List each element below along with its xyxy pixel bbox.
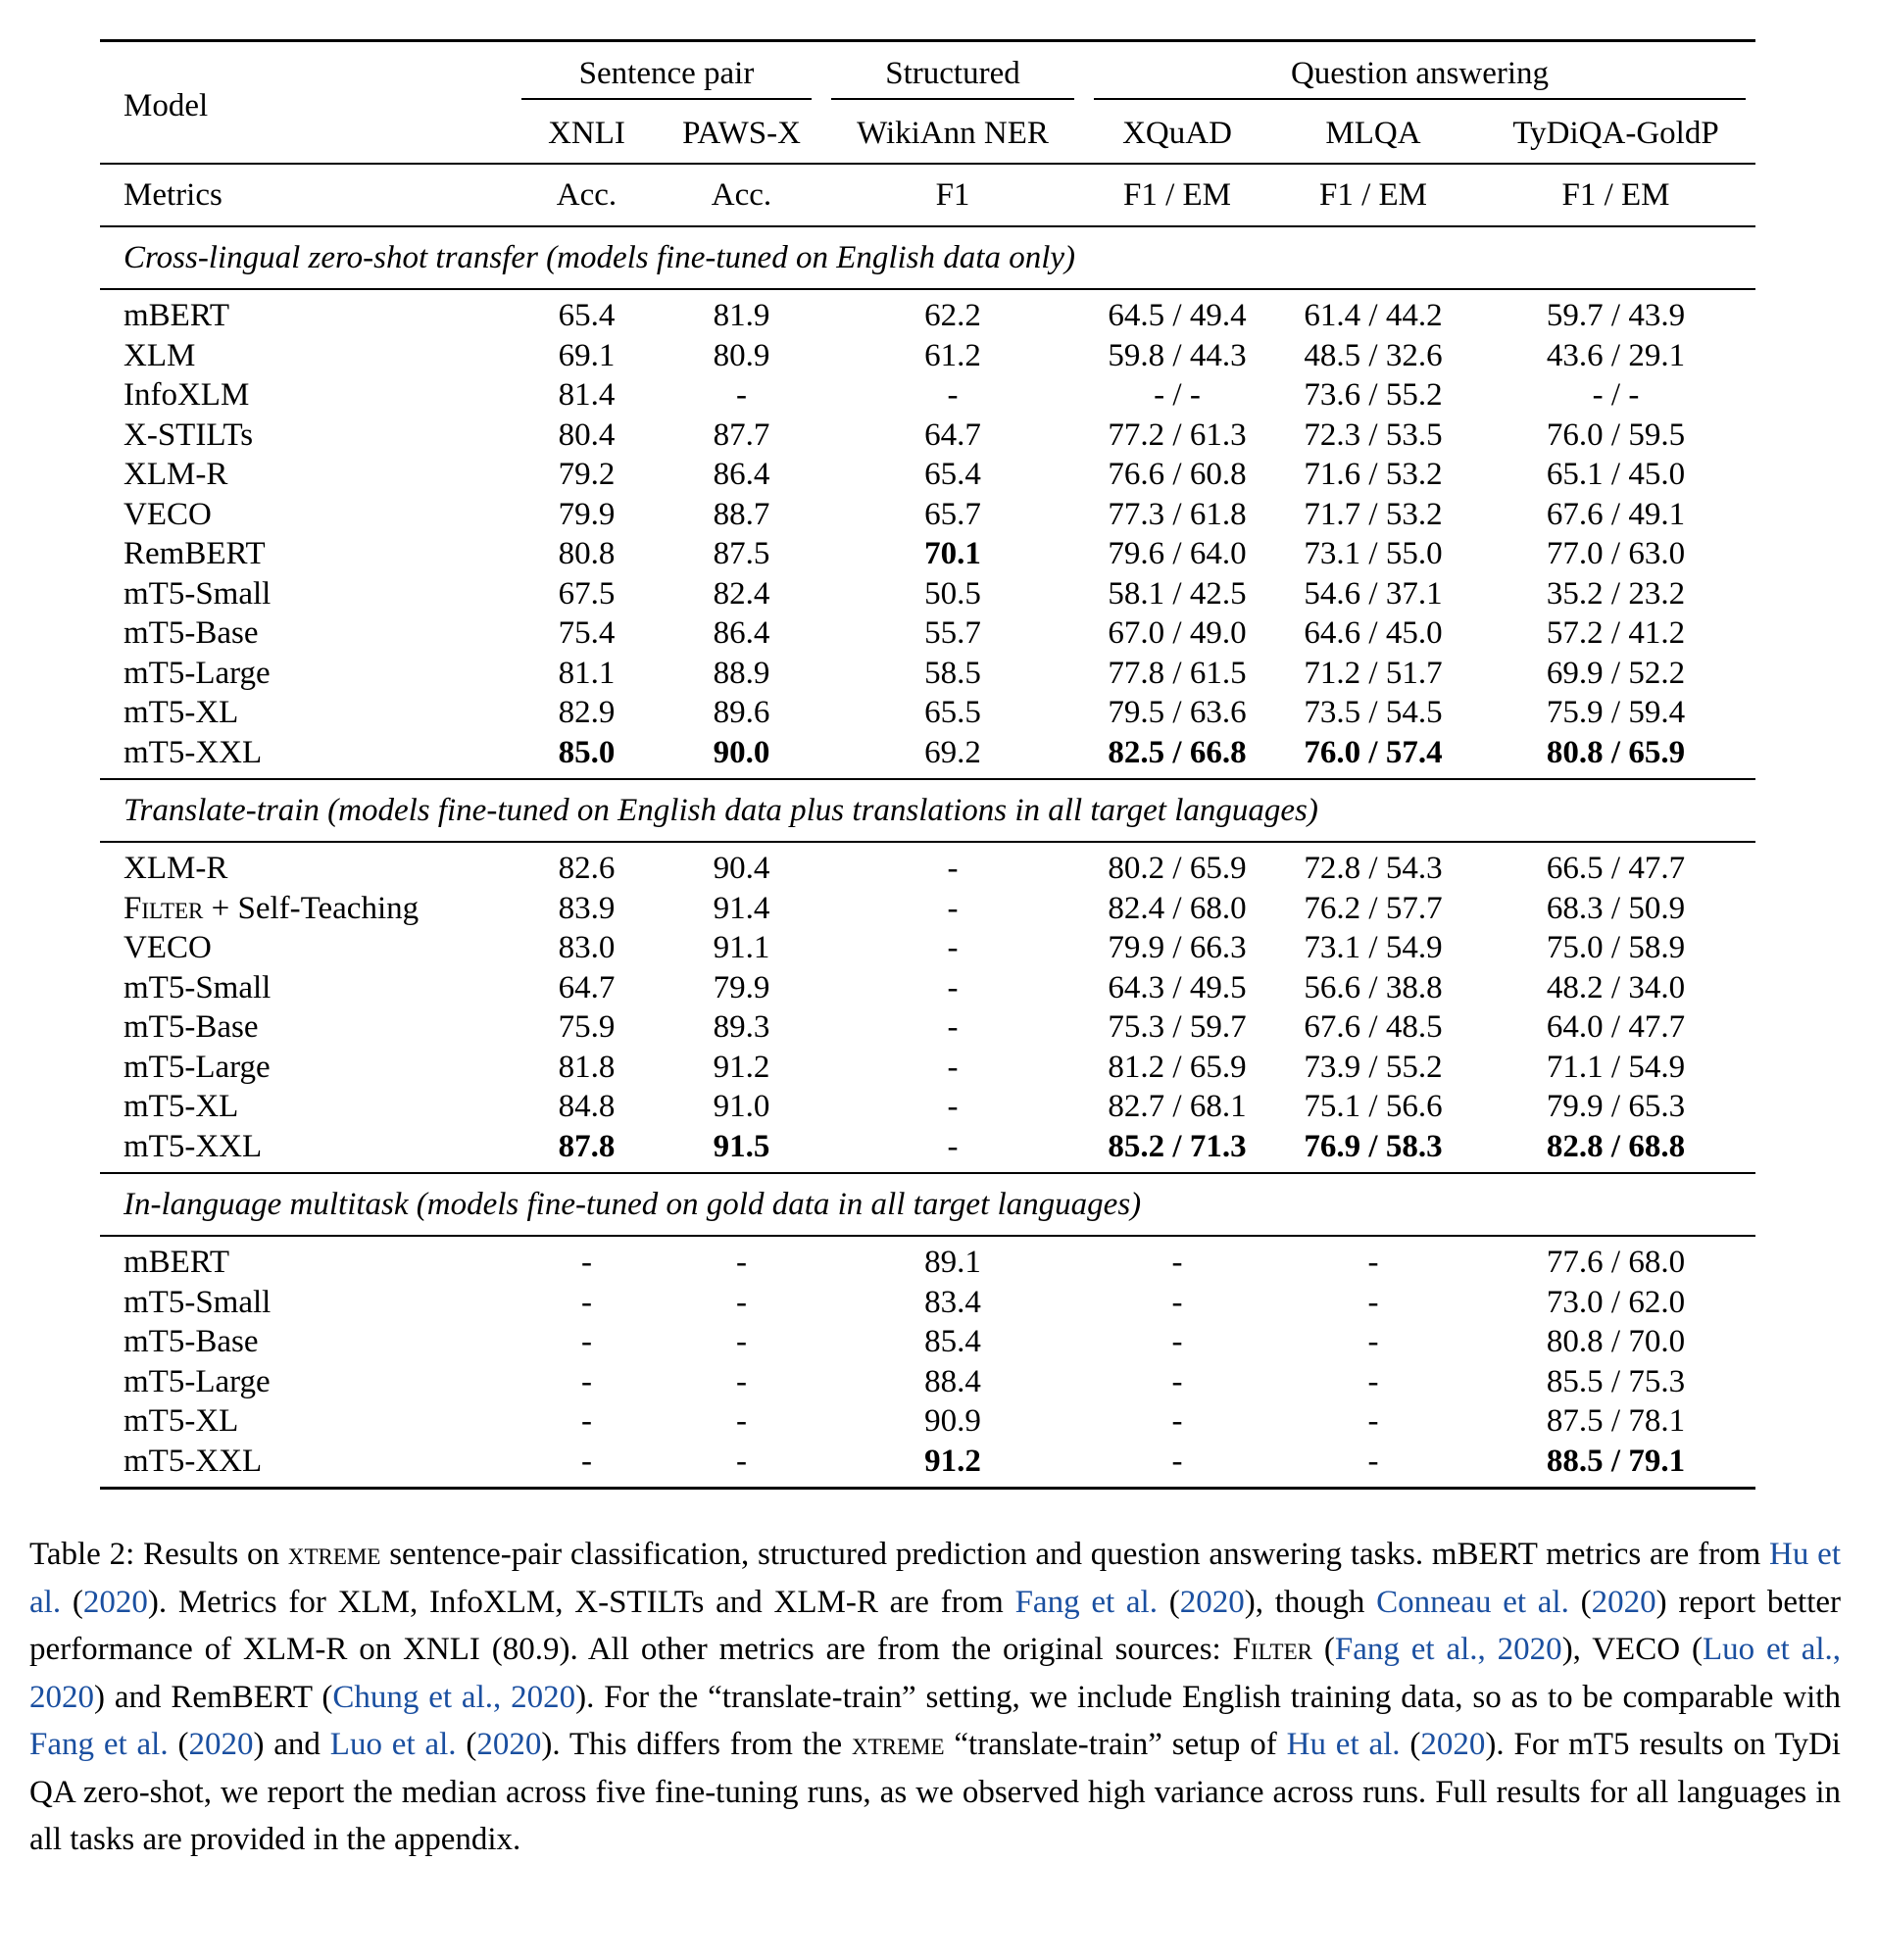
cell-mlqa: - <box>1367 1245 1379 1280</box>
cell-xquad: 77.2 / 61.3 <box>1108 416 1247 453</box>
cell-tydiqa-goldp: 88.5 / 79.1 <box>1546 1443 1686 1479</box>
caption-text: ( <box>1311 1632 1335 1667</box>
cell-wikiann-ner: 65.4 <box>924 457 981 492</box>
task-header-wikiann-ner: WikiAnn NER <box>857 116 1049 151</box>
group-label-question-answering: Question answering <box>1094 52 1746 100</box>
caption-text: ). For the “translate-train” setting, we include English training data, so as to be comparable with <box>575 1679 1841 1715</box>
cell-xquad: - <box>1171 1443 1183 1479</box>
model-name-cell: InfoXLM <box>123 377 250 413</box>
cell-tydiqa-goldp: 68.3 / 50.9 <box>1546 890 1686 926</box>
cell-xquad: - <box>1171 1403 1183 1439</box>
group-header-question-answering <box>1084 41 1755 105</box>
cell-paws-x: 90.0 <box>713 734 770 770</box>
task-header-xquad: XQuAD <box>1122 116 1232 151</box>
cell-wikiann-ner: 55.7 <box>924 615 981 651</box>
cell-xnli: 82.6 <box>558 851 616 886</box>
table-row <box>100 455 1755 495</box>
cell-xnli: 83.0 <box>558 930 616 965</box>
caption-text: sentence-pair classification, structured prediction and question answering tasks. mBERT metrics are from <box>380 1537 1770 1572</box>
cell-paws-x: 90.4 <box>713 851 770 886</box>
cell-wikiann-ner: 62.2 <box>924 298 981 333</box>
cell-wikiann-ner: - <box>947 1089 959 1124</box>
cell-xquad: 82.4 / 68.0 <box>1108 890 1247 926</box>
cell-paws-x: 91.2 <box>713 1049 770 1085</box>
cell-xnli: 79.2 <box>558 457 616 492</box>
cell-xquad: - <box>1171 1245 1183 1280</box>
cell-wikiann-ner: - <box>947 1009 959 1045</box>
cell-mlqa: 73.6 / 55.2 <box>1304 377 1443 413</box>
model-name-cell: mT5-Large <box>123 1049 271 1085</box>
cell-wikiann-ner: - <box>947 890 959 926</box>
metric-xnli: Acc. <box>556 177 617 213</box>
model-name-cell: mT5-Large <box>123 1363 271 1399</box>
cell-xnli: 67.5 <box>558 575 616 612</box>
cell-tydiqa-goldp: 85.5 / 75.3 <box>1546 1363 1686 1399</box>
cell-xquad: 79.9 / 66.3 <box>1108 930 1247 965</box>
caption-text: ), VECO ( <box>1561 1632 1703 1667</box>
task-header-paws-x: PAWS-X <box>682 116 801 151</box>
metric-mlqa: F1 / EM <box>1318 177 1428 213</box>
cell-xnli: 65.4 <box>558 298 616 333</box>
cell-xquad: 75.3 / 59.7 <box>1108 1009 1247 1045</box>
cell-wikiann-ner: 65.7 <box>924 496 981 532</box>
cell-xquad: 67.0 / 49.0 <box>1108 615 1247 651</box>
cell-tydiqa-goldp: 75.0 / 58.9 <box>1546 930 1686 965</box>
cell-xnli: 79.9 <box>558 496 616 532</box>
cell-tydiqa-goldp: 80.8 / 65.9 <box>1546 734 1686 770</box>
cell-wikiann-ner: 64.7 <box>924 416 981 453</box>
task-header-tydiqa-goldp: TyDiQA-GoldP <box>1512 116 1719 151</box>
cell-tydiqa-goldp: 73.0 / 62.0 <box>1546 1284 1686 1320</box>
task-header-xnli: XNLI <box>548 116 625 151</box>
cell-paws-x: - <box>736 1245 747 1280</box>
cell-xquad: 77.8 / 61.5 <box>1108 655 1247 691</box>
cell-mlqa: 61.4 / 44.2 <box>1304 298 1443 333</box>
section-title: Translate-train (models fine-tuned on English data plus translations in all target languages) <box>123 793 1318 828</box>
cell-xquad: 58.1 / 42.5 <box>1108 575 1247 612</box>
cell-xnli: - <box>581 1284 592 1320</box>
caption-text: ) report better performance of XLM-R on XNLI (80.9). All other metrics are from the original sources: <box>29 1584 1842 1667</box>
cell-paws-x: 86.4 <box>713 615 770 651</box>
cell-mlqa: 48.5 / 32.6 <box>1304 337 1443 373</box>
table-row <box>100 1127 1755 1174</box>
cell-mlqa: 75.1 / 56.6 <box>1304 1089 1443 1124</box>
metric-tydiqa-goldp: F1 / EM <box>1561 177 1670 213</box>
table-caption <box>29 1531 1841 1864</box>
cell-mlqa: 73.5 / 54.5 <box>1304 695 1443 730</box>
model-name-cell: VECO <box>123 930 212 965</box>
cell-xnli: - <box>581 1443 592 1479</box>
cell-wikiann-ner: 70.1 <box>924 536 981 571</box>
table-row <box>100 733 1755 780</box>
cell-paws-x: - <box>736 1284 747 1320</box>
model-name-cell: mT5-XXL <box>123 1443 263 1479</box>
citation-link[interactable]: Fang et al. <box>29 1727 169 1762</box>
cell-xquad: - <box>1171 1284 1183 1320</box>
model-name-cell: XLM <box>123 337 196 373</box>
cell-wikiann-ner: 90.9 <box>924 1403 981 1439</box>
cell-tydiqa-goldp: 59.7 / 43.9 <box>1546 298 1686 333</box>
cell-xquad: 79.6 / 64.0 <box>1108 536 1247 571</box>
caption-text: ). Metrics for XLM, InfoXLM, X-STILTs and XLM-R are from <box>147 1584 1015 1620</box>
table-row <box>100 336 1755 376</box>
model-name-cell: VECO <box>123 496 212 532</box>
table-row <box>100 1442 1755 1489</box>
table-body <box>100 226 1755 1489</box>
model-name-cell: mBERT <box>123 298 230 333</box>
cell-xnli: 82.9 <box>558 695 616 730</box>
cell-tydiqa-goldp: 57.2 / 41.2 <box>1546 615 1686 651</box>
cell-mlqa: 72.8 / 54.3 <box>1304 851 1443 886</box>
cell-mlqa: - <box>1367 1324 1379 1359</box>
cell-tydiqa-goldp: 35.2 / 23.2 <box>1546 575 1686 612</box>
citation-link[interactable]: Conneau et al. <box>1376 1584 1569 1620</box>
model-name-cell: mT5-Small <box>123 575 272 612</box>
model-name-cell: X-STILTs <box>123 416 254 453</box>
caption-text: ). For mT5 results on TyDi QA zero-shot, we report the median across five fine-tuning runs, as we observed high variance across runs. Full results for all languages in all tasks are provided in the appendix. <box>29 1727 1841 1857</box>
section-title: Cross-lingual zero-shot transfer (models fine-tuned on English data only) <box>123 240 1076 275</box>
cell-xnli: 64.7 <box>558 969 616 1005</box>
cell-xnli: - <box>581 1363 592 1399</box>
model-name-cell: mT5-XL <box>123 695 239 730</box>
model-name-cell: mBERT <box>123 1245 230 1280</box>
citation-year-link[interactable]: 2020 <box>1179 1584 1245 1620</box>
caption-benchmark-name: xtreme <box>287 1537 381 1572</box>
citation-year-link[interactable]: 2020 <box>188 1727 254 1762</box>
metric-xquad: F1 / EM <box>1122 177 1232 213</box>
cell-wikiann-ner: 89.1 <box>924 1245 981 1280</box>
cell-xquad: 77.3 / 61.8 <box>1108 496 1247 532</box>
cell-xquad: 64.3 / 49.5 <box>1108 969 1247 1005</box>
table-row <box>100 495 1755 535</box>
caption-text: ) and RemBERT ( <box>94 1679 333 1715</box>
cell-mlqa: - <box>1367 1363 1379 1399</box>
group-header-sentence-pair <box>512 41 821 105</box>
cell-wikiann-ner: 61.2 <box>924 337 981 373</box>
table-row <box>100 968 1755 1008</box>
cell-mlqa: 71.2 / 51.7 <box>1304 655 1443 691</box>
caption-benchmark-name: xtreme <box>851 1727 945 1762</box>
cell-tydiqa-goldp: 67.6 / 49.1 <box>1546 496 1686 532</box>
cell-tydiqa-goldp: 43.6 / 29.1 <box>1546 337 1686 373</box>
caption-text: ( <box>1157 1584 1180 1620</box>
cell-wikiann-ner: - <box>947 969 959 1005</box>
model-name-cell: mT5-XXL <box>123 734 263 770</box>
cell-tydiqa-goldp: 77.6 / 68.0 <box>1546 1245 1686 1280</box>
table-row <box>100 1283 1755 1323</box>
cell-wikiann-ner: 65.5 <box>924 695 981 730</box>
citation-link[interactable]: Luo et al., 2020 <box>29 1632 1842 1715</box>
citation-link[interactable]: Fang et al. <box>1014 1584 1158 1620</box>
table-row <box>100 693 1755 733</box>
cell-tydiqa-goldp: 79.9 / 65.3 <box>1546 1089 1686 1124</box>
cell-mlqa: 64.6 / 45.0 <box>1304 615 1443 651</box>
model-name-cell: mT5-XL <box>123 1089 239 1124</box>
caption-text: ( <box>456 1727 477 1762</box>
metric-wikiann-ner: F1 <box>935 177 970 213</box>
table-row <box>100 1236 1755 1283</box>
cell-mlqa: - <box>1367 1403 1379 1439</box>
results-table <box>100 39 1755 1490</box>
citation-year-link[interactable]: 2020 <box>1591 1584 1656 1620</box>
cell-xnli: - <box>581 1245 592 1280</box>
cell-mlqa: 73.1 / 54.9 <box>1304 930 1443 965</box>
cell-paws-x: 86.4 <box>713 457 770 492</box>
cell-xnli: 81.8 <box>558 1049 616 1085</box>
model-name-cell: RemBERT <box>123 536 266 571</box>
cell-xnli: 75.9 <box>558 1009 616 1045</box>
cell-tydiqa-goldp: 87.5 / 78.1 <box>1546 1403 1686 1439</box>
table-row <box>100 654 1755 694</box>
table-row <box>100 375 1755 416</box>
caption-text: “translate-train” setup of <box>944 1727 1287 1762</box>
table-row <box>100 1087 1755 1127</box>
cell-paws-x: 91.1 <box>713 930 770 965</box>
cell-xnli: 83.9 <box>558 890 616 926</box>
cell-xquad: 64.5 / 49.4 <box>1108 298 1247 333</box>
section-title: In-language multitask (models fine-tuned on gold data in all target languages) <box>123 1187 1142 1222</box>
cell-xnli: 81.1 <box>558 655 616 691</box>
cell-tydiqa-goldp: 48.2 / 34.0 <box>1546 969 1686 1005</box>
cell-mlqa: 73.9 / 55.2 <box>1304 1049 1443 1085</box>
cell-wikiann-ner: 91.2 <box>924 1443 981 1479</box>
table-row <box>100 889 1755 929</box>
section-header-row <box>100 1173 1755 1236</box>
cell-paws-x: - <box>736 377 747 413</box>
cell-mlqa: - <box>1367 1443 1379 1479</box>
cell-paws-x: 82.4 <box>713 575 770 612</box>
cell-wikiann-ner: - <box>947 377 959 413</box>
cell-mlqa: 76.0 / 57.4 <box>1304 734 1443 770</box>
table-row <box>100 613 1755 654</box>
cell-paws-x: 89.6 <box>713 695 770 730</box>
cell-xquad: 82.7 / 68.1 <box>1108 1089 1247 1124</box>
cell-xquad: 85.2 / 71.3 <box>1108 1128 1247 1164</box>
section-header-row <box>100 779 1755 842</box>
table-row <box>100 928 1755 968</box>
metric-paws-x: Acc. <box>711 177 772 213</box>
cell-mlqa: 72.3 / 53.5 <box>1304 416 1443 453</box>
model-name-cell: mT5-Base <box>123 615 259 651</box>
caption-text: ), though <box>1244 1584 1377 1620</box>
model-name-cell: XLM-R <box>123 851 228 886</box>
cell-wikiann-ner: - <box>947 1128 959 1164</box>
model-name-cell: Filter + Self-Teaching <box>123 890 420 926</box>
citation-link[interactable]: Hu et al. <box>1286 1727 1401 1762</box>
cell-xnli: 85.0 <box>558 734 616 770</box>
model-name-cell: mT5-Small <box>123 1284 272 1320</box>
cell-paws-x: 89.3 <box>713 1009 770 1045</box>
group-label-structured: Structured <box>831 52 1074 100</box>
cell-xquad: 82.5 / 66.8 <box>1108 734 1247 770</box>
cell-paws-x: 88.9 <box>713 655 770 691</box>
cell-tydiqa-goldp: 64.0 / 47.7 <box>1546 1009 1686 1045</box>
cell-xquad: 59.8 / 44.3 <box>1108 337 1247 373</box>
cell-mlqa: 71.6 / 53.2 <box>1304 457 1443 492</box>
cell-paws-x: 87.7 <box>713 416 770 453</box>
caption-text: ( <box>1568 1584 1592 1620</box>
cell-mlqa: 67.6 / 48.5 <box>1304 1009 1443 1045</box>
cell-tydiqa-goldp: 75.9 / 59.4 <box>1546 695 1686 730</box>
cell-paws-x: 88.7 <box>713 496 770 532</box>
cell-mlqa: 56.6 / 38.8 <box>1304 969 1443 1005</box>
model-name-cell: mT5-Base <box>123 1324 259 1359</box>
cell-tydiqa-goldp: 77.0 / 63.0 <box>1546 536 1686 571</box>
cell-xnli: 81.4 <box>558 377 616 413</box>
cell-paws-x: - <box>736 1363 747 1399</box>
cell-xnli: 80.4 <box>558 416 616 453</box>
cell-wikiann-ner: 83.4 <box>924 1284 981 1320</box>
table-row <box>100 1322 1755 1362</box>
cell-tydiqa-goldp: 76.0 / 59.5 <box>1546 416 1686 453</box>
model-name-cell: mT5-XL <box>123 1403 239 1439</box>
cell-xquad: 79.5 / 63.6 <box>1108 695 1247 730</box>
cell-xnli: 75.4 <box>558 615 616 651</box>
metrics-label: Metrics <box>123 177 222 213</box>
cell-wikiann-ner: - <box>947 930 959 965</box>
table-row <box>100 574 1755 614</box>
cell-wikiann-ner: - <box>947 851 959 886</box>
model-name-smallcaps: Filter <box>123 890 204 926</box>
citation-link[interactable]: Luo et al. <box>329 1727 457 1762</box>
cell-xquad: 76.6 / 60.8 <box>1108 457 1247 492</box>
cell-paws-x: - <box>736 1324 747 1359</box>
cell-mlqa: 76.2 / 57.7 <box>1304 890 1443 926</box>
caption-model-name: Filter <box>1232 1632 1312 1667</box>
cell-wikiann-ner: 50.5 <box>924 575 981 612</box>
cell-xnli: - <box>581 1324 592 1359</box>
cell-wikiann-ner: 88.4 <box>924 1363 981 1399</box>
cell-mlqa: 54.6 / 37.1 <box>1304 575 1443 612</box>
cell-tydiqa-goldp: 71.1 / 54.9 <box>1546 1049 1686 1085</box>
table-row <box>100 1048 1755 1088</box>
caption-text: Table 2: Results on <box>29 1537 288 1572</box>
citation-link[interactable]: Hu et al. <box>29 1537 1841 1620</box>
cell-tydiqa-goldp: 80.8 / 70.0 <box>1546 1324 1686 1359</box>
caption-text: ( <box>168 1727 189 1762</box>
model-name-cell: mT5-Base <box>123 1009 259 1045</box>
cell-tydiqa-goldp: - / - <box>1592 377 1640 413</box>
cell-mlqa: - <box>1367 1284 1379 1320</box>
cell-paws-x: 91.5 <box>713 1128 770 1164</box>
cell-tydiqa-goldp: 66.5 / 47.7 <box>1546 851 1686 886</box>
cell-paws-x: - <box>736 1403 747 1439</box>
cell-xnli: 84.8 <box>558 1089 616 1124</box>
task-header-mlqa: MLQA <box>1325 116 1421 151</box>
cell-xnli: 87.8 <box>558 1128 616 1164</box>
cell-tydiqa-goldp: 69.9 / 52.2 <box>1546 655 1686 691</box>
citation-year-link[interactable]: 2020 <box>1420 1727 1486 1762</box>
header-row-groups <box>100 41 1755 105</box>
section-header-row <box>100 226 1755 289</box>
cell-paws-x: - <box>736 1443 747 1479</box>
citation-year-link[interactable]: 2020 <box>82 1584 148 1620</box>
group-label-sentence-pair: Sentence pair <box>521 52 812 100</box>
cell-xquad: - <box>1171 1363 1183 1399</box>
table-row <box>100 1401 1755 1442</box>
results-table-container <box>100 39 1755 1490</box>
model-header: Model <box>123 87 209 123</box>
cell-paws-x: 91.4 <box>713 890 770 926</box>
model-name-cell: mT5-Large <box>123 655 271 691</box>
caption-text: ( <box>1400 1727 1421 1762</box>
citation-link[interactable]: Fang et al., 2020 <box>1334 1632 1562 1667</box>
cell-tydiqa-goldp: 82.8 / 68.8 <box>1546 1128 1686 1164</box>
cell-tydiqa-goldp: 65.1 / 45.0 <box>1546 457 1686 492</box>
model-name-cell: XLM-R <box>123 457 228 492</box>
cell-paws-x: 81.9 <box>713 298 770 333</box>
table-row <box>100 289 1755 336</box>
cell-wikiann-ner: 58.5 <box>924 655 981 691</box>
cell-xquad: - / - <box>1154 377 1201 413</box>
cell-paws-x: 87.5 <box>713 536 770 571</box>
cell-xquad: 81.2 / 65.9 <box>1108 1049 1247 1085</box>
table-row <box>100 1362 1755 1402</box>
table-row <box>100 842 1755 889</box>
cell-xquad: - <box>1171 1324 1183 1359</box>
cell-wikiann-ner: - <box>947 1049 959 1085</box>
model-name-cell: mT5-Small <box>123 969 272 1005</box>
cell-mlqa: 73.1 / 55.0 <box>1304 536 1443 571</box>
cell-xquad: 80.2 / 65.9 <box>1108 851 1247 886</box>
cell-paws-x: 91.0 <box>713 1089 770 1124</box>
model-name-cell: mT5-XXL <box>123 1128 263 1164</box>
group-header-structured <box>821 41 1084 105</box>
table-row <box>100 416 1755 456</box>
citation-link[interactable]: Chung et al., 2020 <box>332 1679 576 1715</box>
cell-wikiann-ner: 85.4 <box>924 1324 981 1359</box>
cell-paws-x: 80.9 <box>713 337 770 373</box>
table-row <box>100 534 1755 574</box>
cell-mlqa: 76.9 / 58.3 <box>1304 1128 1443 1164</box>
cell-xnli: - <box>581 1403 592 1439</box>
cell-paws-x: 79.9 <box>713 969 770 1005</box>
cell-xnli: 80.8 <box>558 536 616 571</box>
caption-text: ) and <box>253 1727 330 1762</box>
cell-mlqa: 71.7 / 53.2 <box>1304 496 1443 532</box>
citation-year-link[interactable]: 2020 <box>476 1727 542 1762</box>
table-row <box>100 1007 1755 1048</box>
caption-text: ( <box>61 1584 83 1620</box>
metrics-row <box>100 164 1755 226</box>
cell-wikiann-ner: 69.2 <box>924 734 981 770</box>
caption-text: ). This differs from the <box>541 1727 852 1762</box>
cell-xnli: 69.1 <box>558 337 616 373</box>
